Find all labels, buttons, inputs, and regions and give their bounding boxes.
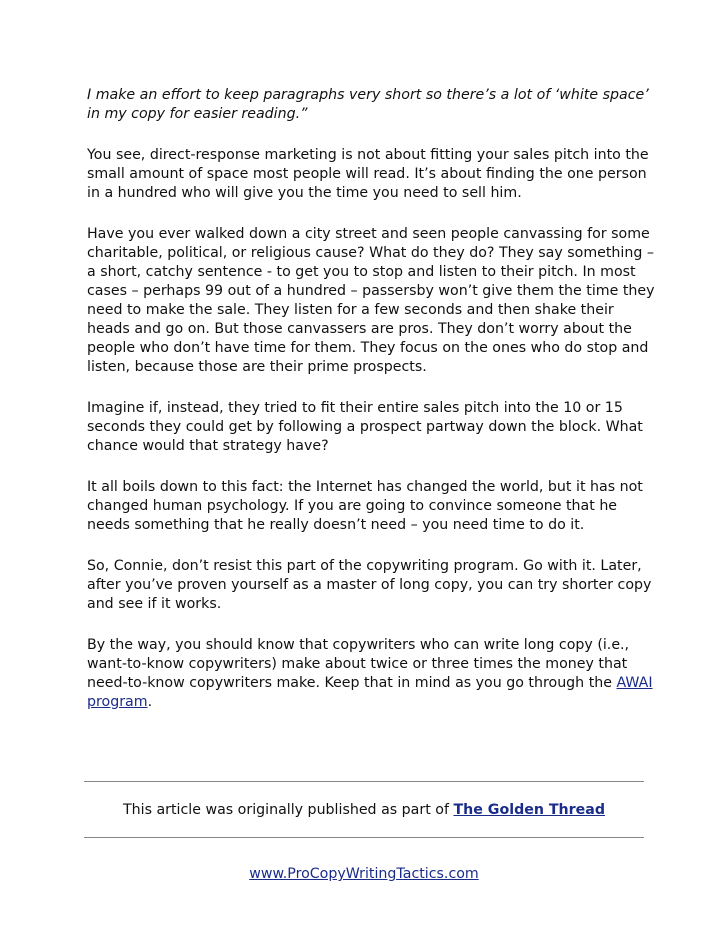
paragraph-text: It all boils down to this fact: the Internet has changed the world, but it has not changed human psychology. If you are going to convince someone that he needs something that he really doesn’t need – you need time to do it. (87, 479, 643, 533)
paragraph-text: So, Connie, don’t resist this part of the copywriting program. Go with it. Later, after you’ve proven yourself as a master of long copy, you can try shorter copy and see if it works. (87, 558, 652, 612)
paragraph-text: I make an effort to keep paragraphs very short so there’s a lot of ‘white space’ in my copy for easier reading.” (87, 87, 649, 122)
paragraph-text: By the way, you should know that copywriters who can write long copy (i.e., want-to-know copywriters) make about twice or three times the money that need-to-know copywriters make. Keep that in mind as you go through the (87, 637, 630, 691)
golden-thread-link[interactable]: The Golden Thread (453, 802, 606, 818)
paragraph-canvassers (87, 225, 657, 377)
divider-top (84, 781, 644, 782)
website-link[interactable]: www.ProCopyWritingTactics.com (249, 866, 479, 882)
paragraph-text: Imagine if, instead, they tried to fit their entire sales pitch into the 10 or 15 seconds they could get by following a prospect partway down the block. What chance would that strategy have? (87, 400, 643, 454)
paragraph-direct-response (87, 146, 657, 203)
article-body (87, 86, 657, 734)
paragraph-text: Have you ever walked down a city street and seen people canvassing for some charitable, political, or religious cause? What do they do? They say something – a short, catchy sentence - to get you to stop and listen to their pitch. In most cases – perhaps 99 out of a hundred – passersby won’t give them the time they need to make the sale. They listen for a few seconds and then shake their heads and go on. But those canvassers are pros. They don’t worry about the people who don’t have time for them. They focus on the ones who do stop and listen, because those are their prime prospects. (87, 226, 655, 375)
publication-note-text: This article was originally published as part of (122, 802, 454, 818)
divider-bottom (84, 837, 644, 838)
paragraph-imagine (87, 399, 657, 456)
paragraph-connie (87, 557, 657, 614)
paragraph-psychology (87, 478, 657, 535)
paragraph-quote-ending (87, 86, 657, 124)
footer (84, 865, 644, 884)
paragraph-long-copy (87, 636, 657, 712)
publication-note (84, 801, 644, 820)
paragraph-text: You see, direct-response marketing is not about fitting your sales pitch into the small amount of space most people will read. It’s about finding the one person in a hundred who will give you the time you need to sell him. (87, 147, 649, 201)
paragraph-text-end: . (147, 694, 153, 710)
awai-program-link[interactable]: AWAI program (87, 675, 653, 710)
